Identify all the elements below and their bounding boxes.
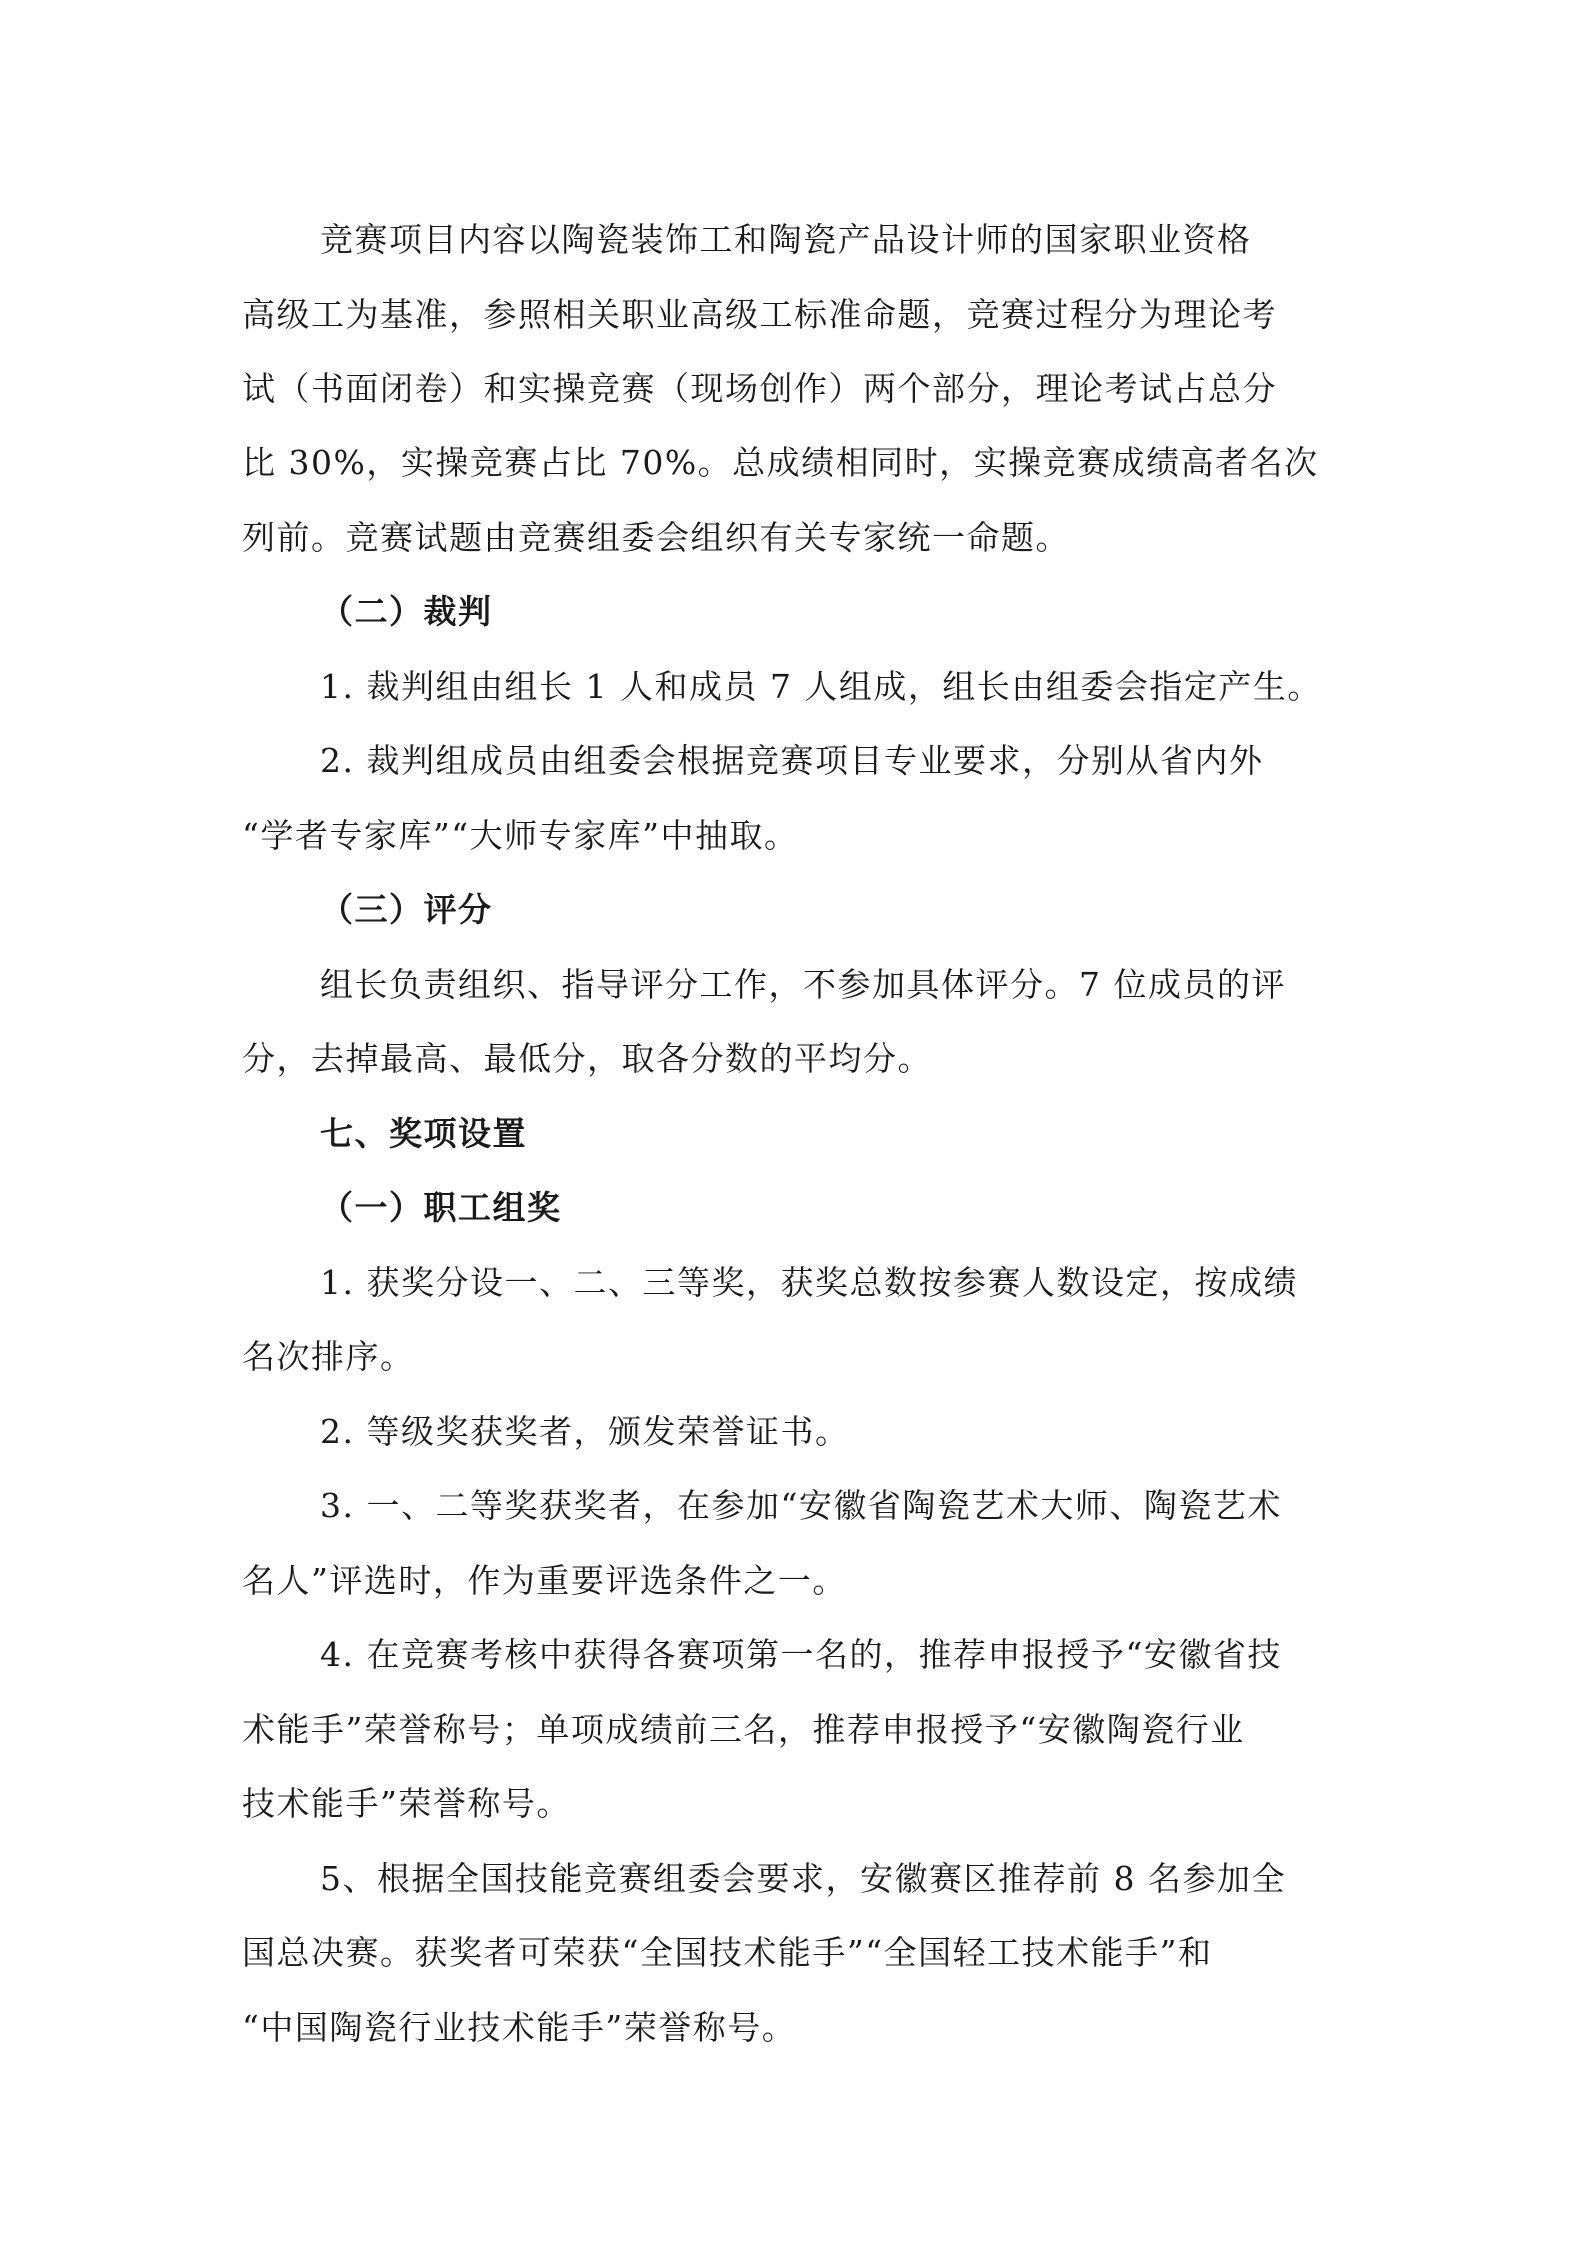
paragraph-line: 名人”评选时，作为重要评选条件之一。: [242, 1561, 847, 1600]
paragraph-line: 1. 获奖分设一、二、三等奖，获奖总数按参赛人数设定，按成绩: [320, 1263, 1298, 1302]
paragraph-line: 高级工为基准，参照相关职业高级工标准命题，竞赛过程分为理论考: [242, 295, 1277, 334]
paragraph-line: “学者专家库”“大师专家库”中抽取。: [242, 816, 799, 855]
paragraph-line: 技术能手”荣誉称号。: [242, 1784, 571, 1823]
paragraph-line: 列前。竞赛试题由竞赛组委会组织有关专家统一命题。: [242, 518, 1070, 557]
paragraph-line: 分，去掉最高、最低分，取各分数的平均分。: [242, 1039, 932, 1078]
paragraph-line: 组长负责组织、指导评分工作，不参加具体评分。7 位成员的评: [320, 965, 1286, 1004]
paragraph-line: 1. 裁判组由组长 1 人和成员 7 人组成，组长由组委会指定产生。: [320, 667, 1322, 706]
section-heading-staff-awards: （一）职工组奖: [320, 1188, 562, 1227]
paragraph-line: 比 30%，实操竞赛占比 70%。总成绩相同时，实操竞赛成绩高者名次: [242, 443, 1319, 482]
paragraph-line: 试（书面闭卷）和实操竞赛（现场创作）两个部分，理论考试占总分: [242, 369, 1277, 408]
paragraph-line: 5、根据全国技能竞赛组委会要求，安徽赛区推荐前 8 名参加全: [320, 1859, 1286, 1898]
paragraph-line: “中国陶瓷行业技术能手”荣誉称号。: [242, 2008, 797, 2047]
paragraph-line: 4. 在竞赛考核中获得各赛项第一名的，推荐申报授予“安徽省技: [320, 1635, 1282, 1674]
paragraph-line: 国总决赛。获奖者可荣获“全国技术能手”“全国轻工技术能手”和: [242, 1933, 1213, 1972]
paragraph-line: 2. 裁判组成员由组委会根据竞赛项目专业要求，分别从省内外: [320, 741, 1264, 780]
paragraph-line: 3. 一、二等奖获奖者，在参加“安徽省陶瓷艺术大师、陶瓷艺术: [320, 1486, 1282, 1525]
paragraph-line: 2. 等级奖获奖者，颁发荣誉证书。: [320, 1412, 850, 1451]
section-heading-scoring: （三）评分: [320, 890, 493, 929]
paragraph-line: 名次排序。: [242, 1337, 415, 1376]
paragraph-line: 术能手”荣誉称号；单项成绩前三名，推荐申报授予“安徽陶瓷行业: [242, 1710, 1245, 1749]
section-heading-awards: 七、奖项设置: [320, 1114, 527, 1153]
section-heading-judges: （二）裁判: [320, 592, 493, 631]
paragraph-line: 竞赛项目内容以陶瓷装饰工和陶瓷产品设计师的国家职业资格: [320, 220, 1252, 259]
